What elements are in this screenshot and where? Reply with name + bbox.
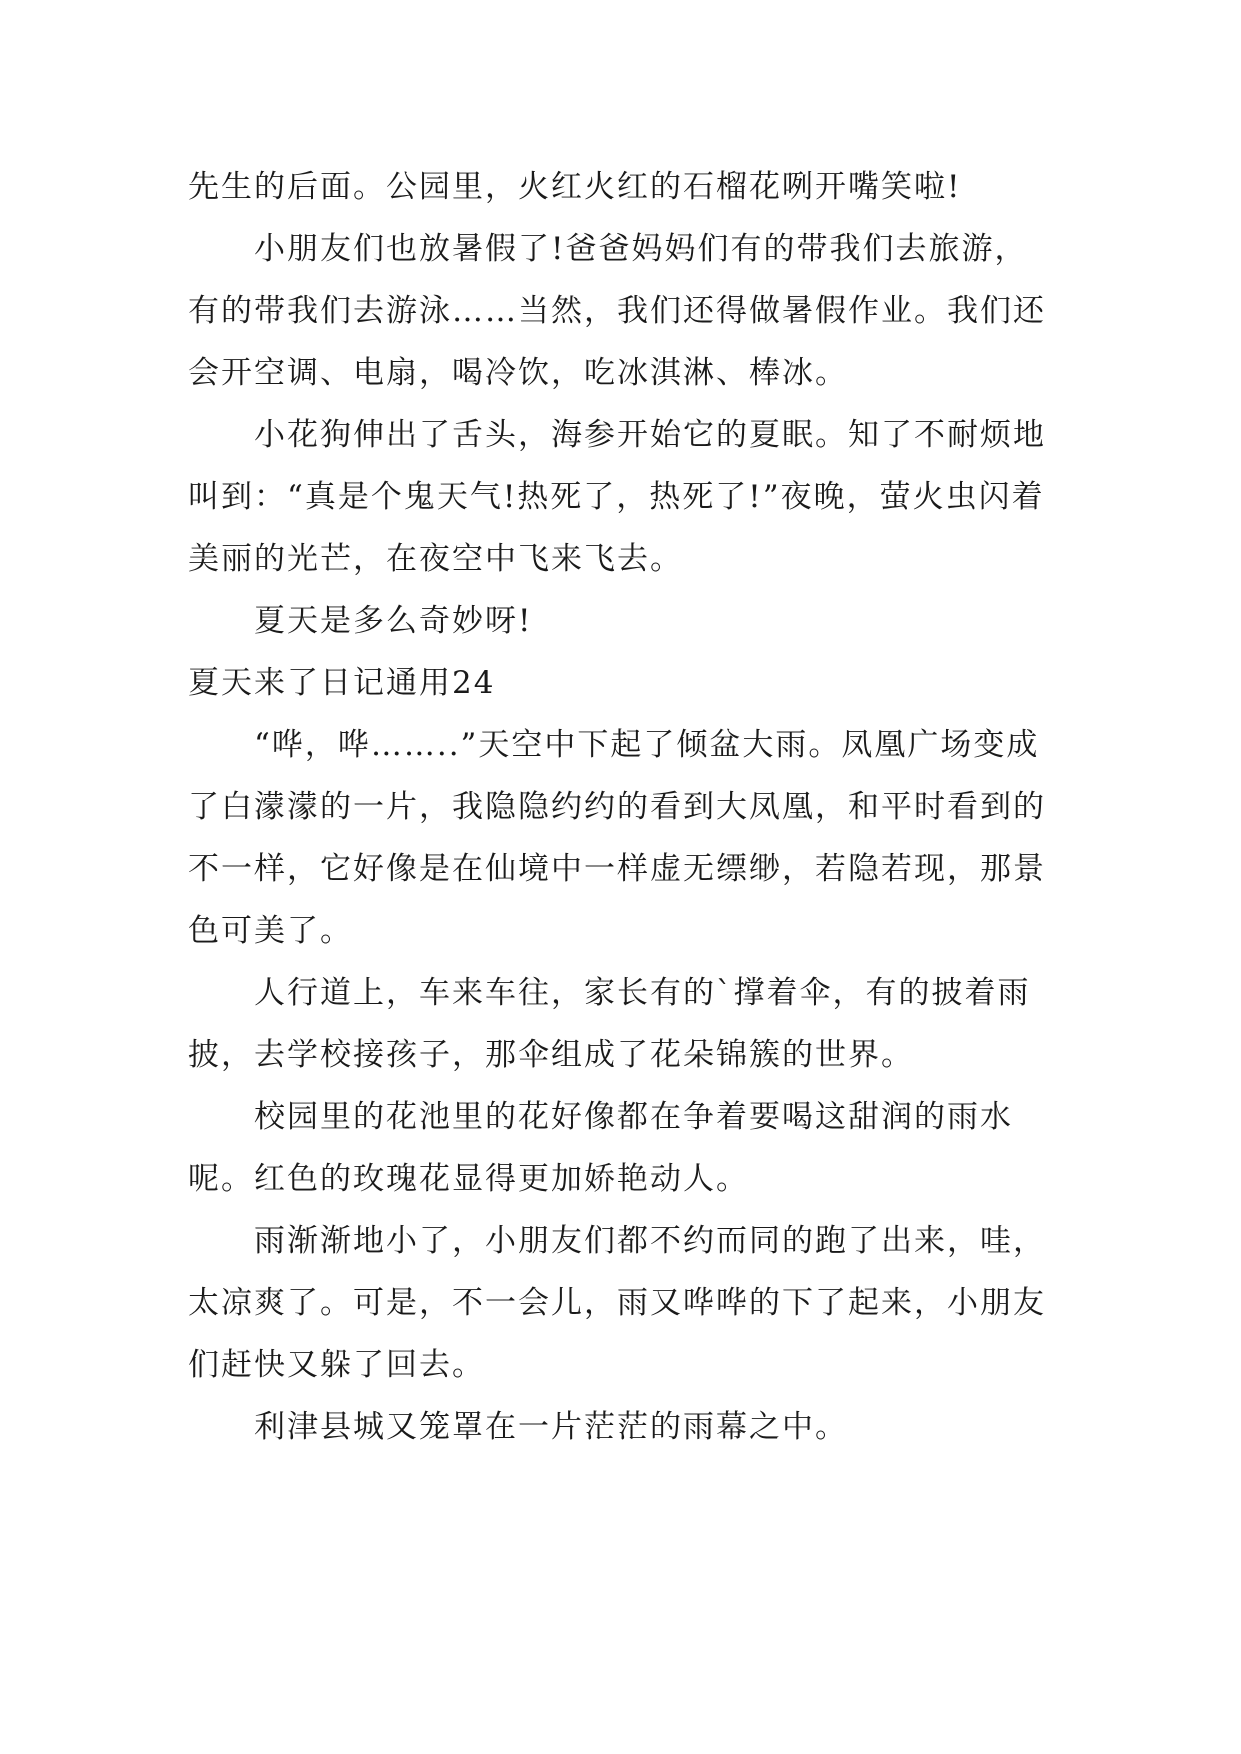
paragraph: “哗，哗……..”天空中下起了倾盆大雨。凤凰广场变成了白濛濛的一片，我隐隐约约的看到大凤凰，和平时看到的不一样，它好像是在仙境中一样虚无缥缈，若隐若现，那景色可美了。 [188,727,1046,949]
section-heading: 夏天来了日记通用24 [188,665,496,701]
paragraph: 夏天是多么奇妙呀! [254,603,533,639]
paragraph: 人行道上，车来车往，家长有的`撑着伞，有的披着雨披，去学校接孩子，那伞组成了花朵锦簇的世界。 [188,975,1031,1073]
document-body [188,156,1058,1458]
paragraph: 雨渐渐地小了，小朋友们都不约而同的跑了出来，哇，太凉爽了。可是，不一会儿，雨又哗哗的下了起来，小朋友们赶快又躲了回去。 [188,1223,1046,1383]
paragraph: 校园里的花池里的花好像都在争着要喝这甜润的雨水呢。红色的玫瑰花显得更加娇艳动人。 [188,1099,1013,1197]
paragraph: 小朋友们也放暑假了!爸爸妈妈们有的带我们去旅游，有的带我们去游泳……当然，我们还得做暑假作业。我们还会开空调、电扇，喝冷饮，吃冰淇淋、棒冰。 [188,231,1046,391]
paragraph: 先生的后面。公园里，火红火红的石榴花咧开嘴笑啦! [188,169,962,205]
paragraph: 利津县城又笼罩在一片茫茫的雨幕之中。 [254,1409,848,1445]
paragraph: 小花狗伸出了舌头，海参开始它的夏眠。知了不耐烦地叫到：“真是个鬼天气!热死了，热死了!”夜晚，萤火虫闪着美丽的光芒，在夜空中飞来飞去。 [188,417,1046,577]
